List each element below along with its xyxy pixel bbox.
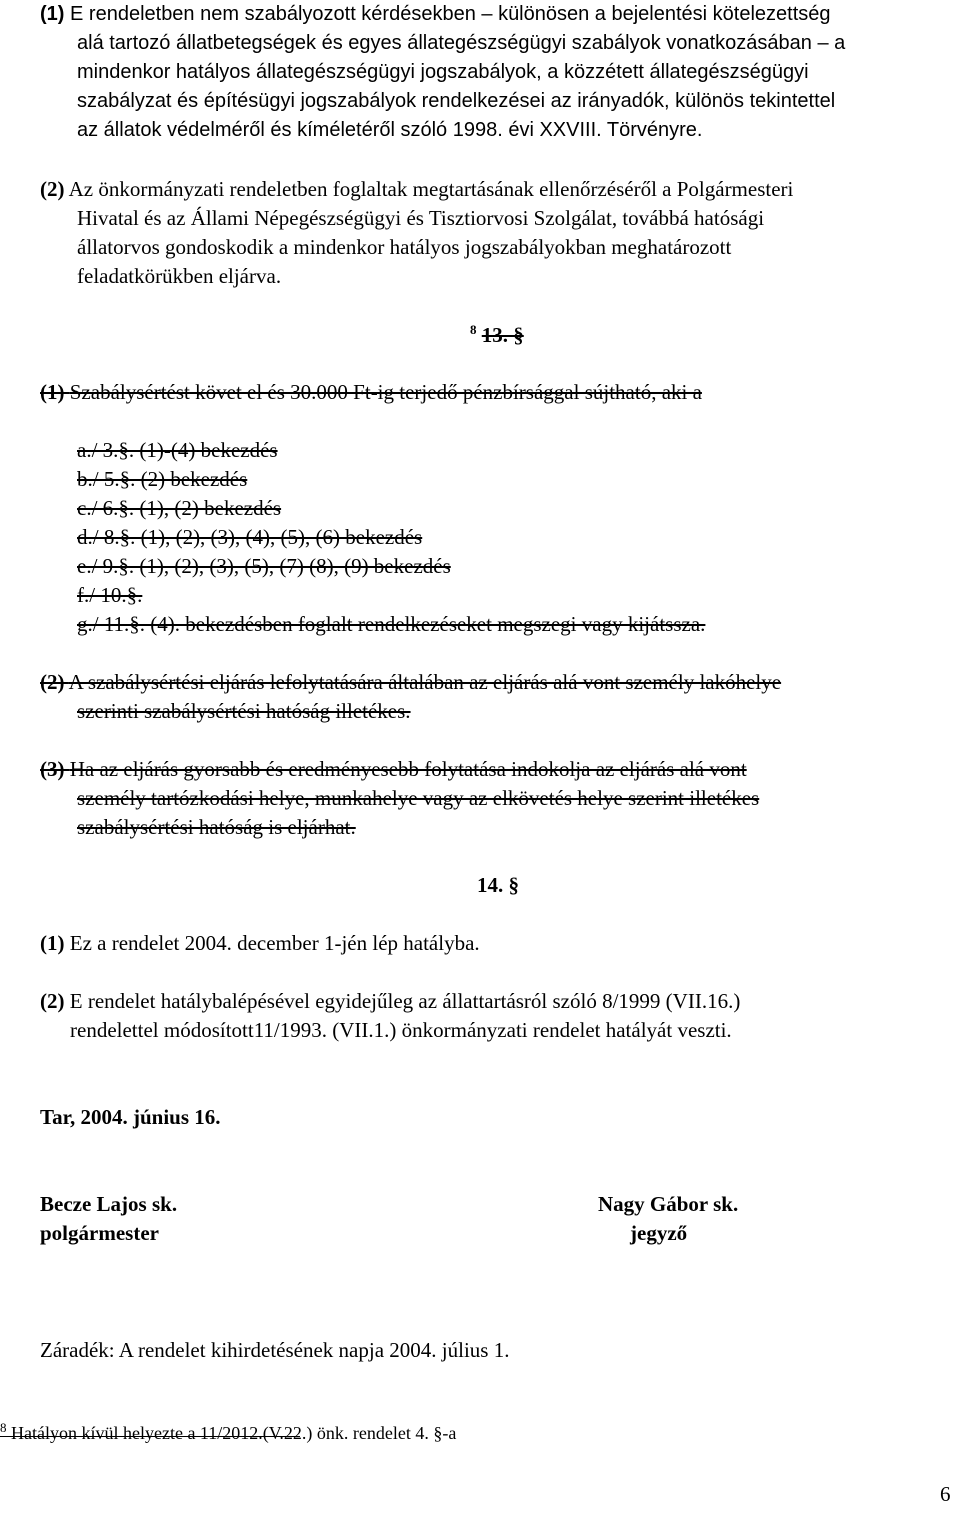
section-heading: $^8$ 13. § [470, 322, 524, 347]
signature-title: jegyző [630, 1221, 688, 1245]
section-sign-icon: § [508, 323, 524, 347]
footnote [0, 1420, 456, 1444]
paragraph-label: (2) [40, 177, 65, 201]
paragraph-label: (1) [40, 3, 65, 25]
paragraph-14-2: (2) E rendelet hatálybalépésével egyidejűleg az állattartásról szóló 8/1999 (VII.16.) [40, 989, 741, 1013]
text-line: mindenkor hatályos állategészségügyi jogszabályok, a közzétett állategészségügyi [77, 61, 809, 83]
list-item: d./ 8.§. (1), (2), (3), (4), (5), (6) bekezdés [77, 525, 423, 549]
list-item: g./ 11.§. (4). bekezdésben foglalt rendelkezéseket megszegi vagy kijátssza. [77, 612, 706, 636]
footnote-text: Hatályon kívül helyezte a 11/2012.(V.22.) önk. rendelet 4. §-a [11, 1423, 457, 1443]
paragraph-label: (2) [40, 670, 65, 694]
text-line: szabálysértési hatóság is eljárhat. [77, 815, 356, 839]
text-line: Az önkormányzati rendeletben foglaltak megtartásának ellenőrzéséről a Polgármesteri [68, 177, 794, 201]
list-item: f./ 10.§. [77, 583, 143, 607]
list-item: e./ 9.§. (1), (2), (3), (5), (7) (8), (9) bekezdés [77, 554, 451, 578]
section-heading: 14. § [477, 873, 519, 897]
paragraph-label: (1) [40, 931, 65, 955]
text-line: személy tartózkodási helye, munkahelye vagy az elkövetés helye szerint illetékes [77, 786, 760, 810]
page-number: 6 [940, 1482, 951, 1506]
text-line: szerinti szabálysértési hatóság illetékes. [77, 699, 411, 723]
signature-name: Becze Lajos sk. [40, 1192, 178, 1216]
text-line: szabályzat és építésügyi jogszabályok rendelkezései az irányadók, különös tekintettel [77, 90, 836, 112]
text-line: Hivatal és az Állami Népegészségügyi és Tisztiorvosi Szolgálat, továbbá hatósági [77, 206, 765, 230]
paragraph-13-1: (1) Szabálysértést követ el és 30.000 Ft-ig terjedő pénzbírsággal sújtható, aki a [40, 380, 702, 404]
paragraph-label: (1) [40, 380, 65, 404]
place-date: Tar, 2004. június 16. [40, 1105, 221, 1129]
paragraph-label: (2) [40, 989, 65, 1013]
text-line: alá tartozó állatbetegségek és egyes állategészségügyi szabályok vonatkozásában – a [77, 32, 846, 54]
footnote-reference: 8 [470, 322, 477, 337]
paragraph-13-3: (3) Ha az eljárás gyorsabb és eredményesebb folytatása indokolja az eljárás alá vont [40, 757, 747, 781]
paragraph-13-2: (2) A szabálysértési eljárás lefolytatására általában az eljárás alá vont személy lakóhelye [40, 670, 782, 694]
text-line: feladatkörükben eljárva. [77, 264, 282, 288]
list-item: c./ 6.§. (1), (2) bekezdés [77, 496, 282, 520]
list-item: b./ 5.§. (2) bekezdés [77, 467, 248, 491]
text-line: E rendeletben nem szabályozott kérdésekben – különösen a bejelentési kötelezettség [70, 3, 831, 25]
paragraph-14-1: (1) Ez a rendelet 2004. december 1-jén lép hatályba. [40, 931, 480, 955]
text-line: állatorvos gondoskodik a mindenkor hatályos jogszabályokban meghatározott [77, 235, 732, 259]
paragraph-label: (3) [40, 757, 65, 781]
text-line: rendelettel módosított11/1993. (VII.1.) önkormányzati rendelet hatályát veszti. [70, 1018, 732, 1042]
signature-name: Nagy Gábor sk. [598, 1192, 739, 1216]
zaradek: Záradék: A rendelet kihirdetésének napja 2004. július 1. [40, 1338, 510, 1362]
footnote-mark: 8 [0, 1420, 7, 1435]
text-line: az állatok védelméről és kíméletéről szóló 1998. évi XXVIII. Törvényre. [77, 119, 703, 141]
signature-title: polgármester [40, 1221, 159, 1245]
list-item: a./ 3.§. (1)-(4) bekezdés [77, 438, 278, 462]
section-sign-icon: § [503, 873, 519, 897]
